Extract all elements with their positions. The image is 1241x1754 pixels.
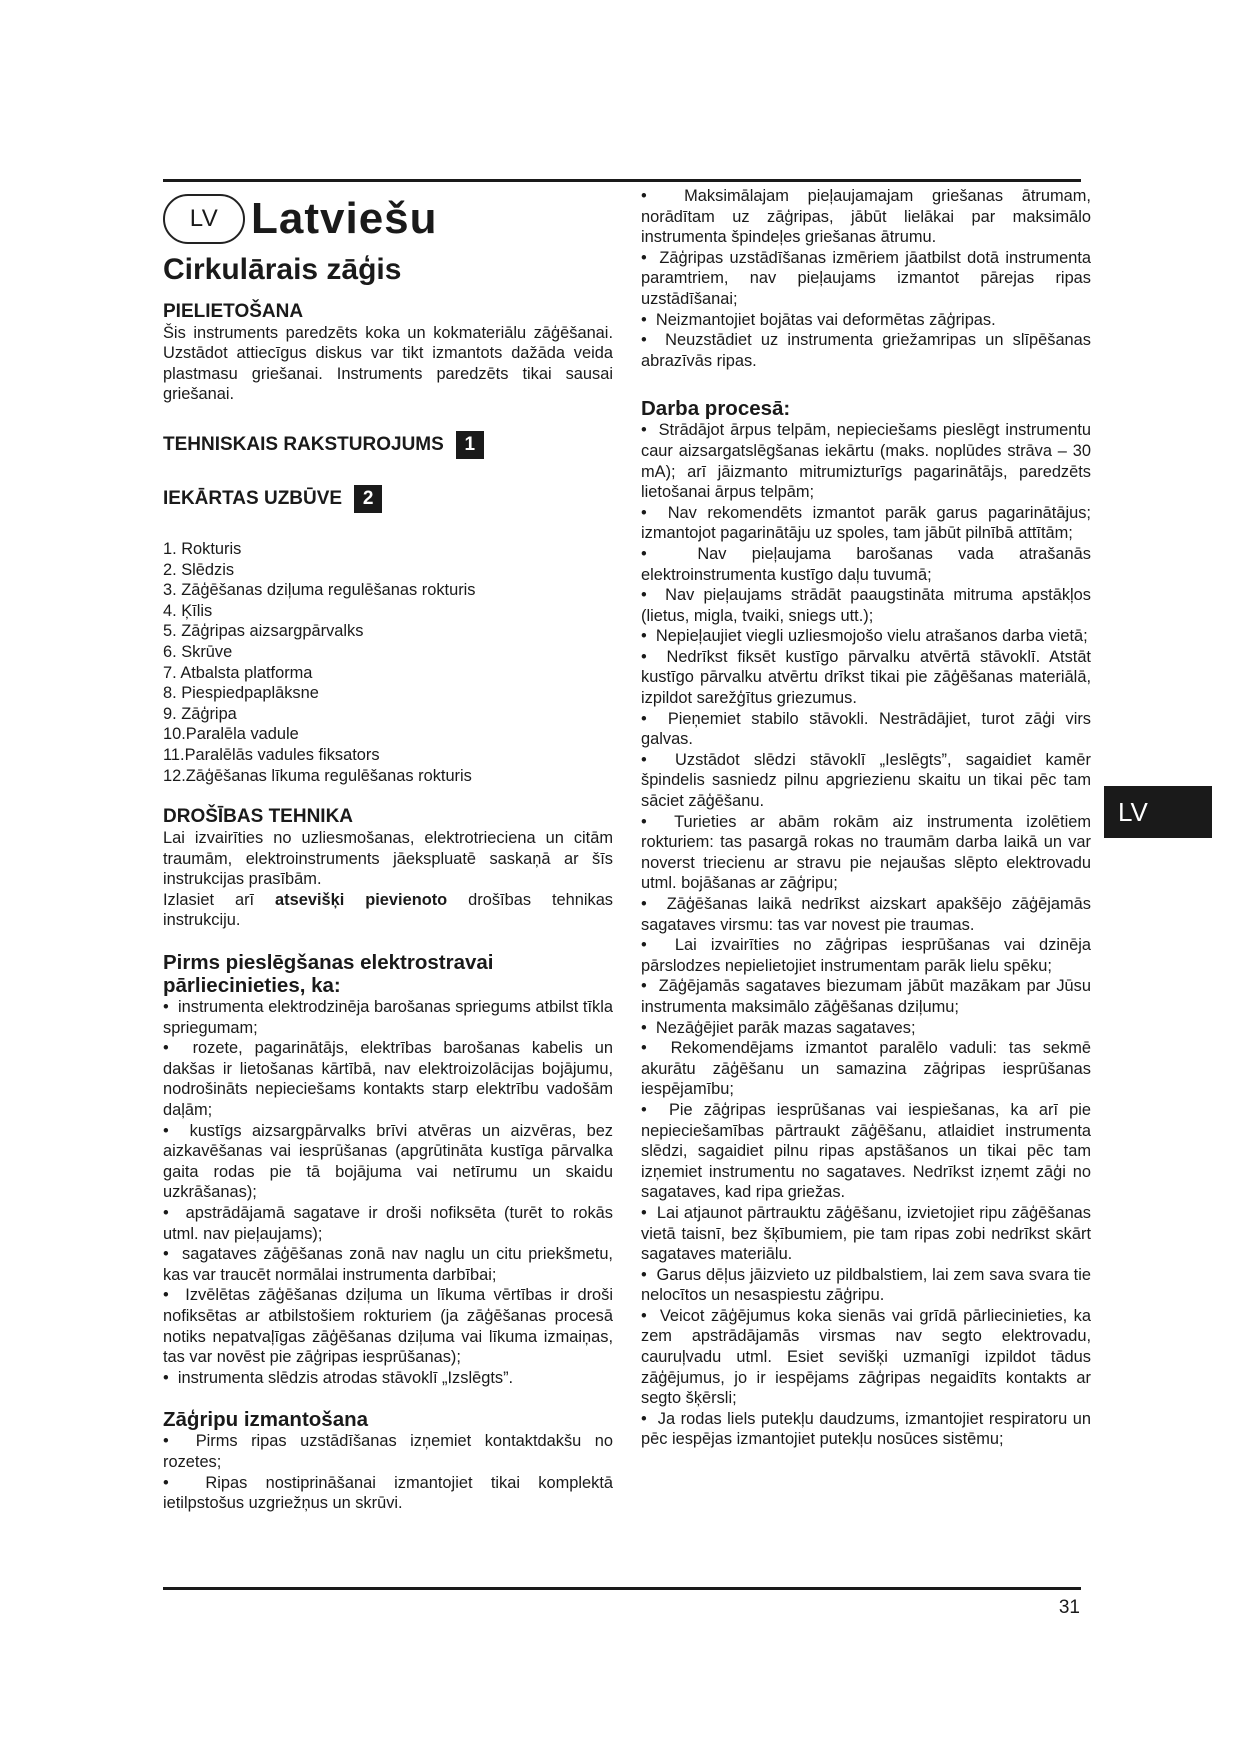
design-figure-ref: 2 [354,485,382,513]
operation-item: • Lai izvairīties no zāģripas iesprūšanas vai dzinēja pārslodzes nepielietojiet instrumentam parāk lielu spēku; [641,935,1091,976]
before-connect-item: • rozete, pagarinātājs, elektrības barošanas kabelis un dakšas ir lietošanas kārtībā, nav elektroizolācijas bojājumu, nodrošināts nepieciešams kontakts starp elektrību vadošām daļām; [163,1038,613,1120]
operation-item: • Nedrīkst fiksēt kustīgo pārvalku atvērtā stāvoklī. Atstāt kustīgo pārvalku atvērtu drīkst tikai pie zāģēšanas materiālā, izpildot sarežģītus griezumus. [641,647,1091,709]
design-heading [163,485,613,513]
before-connect-item: • apstrādājamā sagatave ir droši nofiksēta (turēt to rokās utml. nav pieļaujams); [163,1203,613,1244]
bottom-rule [163,1587,1081,1590]
design-heading-text: IEKĀRTAS UZBŪVE [163,487,343,509]
operation-item: • Nav pieļaujams strādāt paaugstināta mitruma apstākļos (lietus, migla, tvaiki, sniegs utt.); [641,585,1091,626]
before-connect-item: • Izvēlētas zāģēšanas dziļuma un līkuma vērtības ir droši nofiksētas ar atbilstošiem rokturiem (ja zāģēšanas procesā notiks nepatvaļīgas zāģēšanas dziļuma vai līkuma izmaiņas, tas var novēst pie zāģripas iesprūšanas); [163,1285,613,1367]
operation-item: • Rekomendējams izmantot paralēlo vaduli: tas sekmē akurātu zāģēšanu un samazina zāģripas iesprūšanas iespējamību; [641,1038,1091,1100]
usage-heading: PIELIETOŠANA [163,300,304,322]
operation-item: • Pie zāģripas iesprūšanas vai iespiešanas, ka arī pie nepieciešamības pārtraukt zāģēšanu, atlaidiet instrumenta slēdzi, sagaidiet pilnu ripas apstāšanos un tikai pēc tam izņemiet instrumentu no sagataves. Nedrīkst izņemt zāģi no sagataves, kad ripa griežas. [641,1100,1091,1203]
parts-list-item: 6. Skrūve [163,642,233,661]
blade-use-item: • Neizmantojiet bojātas vai deformētas zāģripas. [641,310,1091,331]
language-title: Latviešu [251,193,438,243]
operation-heading: Darba procesā: [641,397,791,421]
safety-note-post: drošības tehnikas instrukciju. [163,890,613,930]
safety-note [163,890,613,931]
safety-note-bold: atsevišķi pievienoto [275,890,448,909]
operation-item: • Strādājot ārpus telpām, nepieciešams pieslēgt instrumentu caur aizsargatslēgšanas iekārtu (maks. noplūdes strāva – 30 mA); arī jāizmanto mitrumizturīgs pagarinātājs, paredzēts lietošanai ārpus telpām; [641,420,1091,502]
specs-figure-ref: 1 [456,431,484,459]
safety-note-pre: Izlasiet arī [163,890,276,909]
blade-use-item: • Neuzstādiet uz instrumenta griežamripas un slīpēšanas abrazīvās ripas. [641,330,1091,371]
before-connect-heading: Pirms pieslēgšanas elektrostravai pārliecinieties, ka: [163,951,494,998]
operation-item: • Veicot zāģējumus koka sienās vai grīdā pārliecinieties, ka zem apstrādājamās virsmas nav segto elektrovadu, cauruļvadu utml. Esiet sevišķi uzmanīgi izpildot tādus zāģējumus, jo ir iespējams zāģripas negaidīts kontakts ar segto šķērsli; [641,1306,1091,1409]
blade-use-item: • Zāģripas uzstādīšanas izmēriem jāatbilst dotā instrumenta paramtriem, nav pieļaujams izmantot pārejas ripas uzstādīšanai; [641,248,1091,310]
blade-use-heading: Zāģripu izmantošana [163,1408,369,1432]
blade-use-list-continued [641,186,1091,371]
before-connect-list [163,997,613,1388]
operation-item: • Turieties ar abām rokām aiz instrumenta izolētiem rokturiem: tas pasargā rokas no traumām darba laikā un var noverst triecienu ar stravu pie nejaušas slēpto elektrovadu utml. bojāšanas ar zāģripu; [641,812,1091,894]
operation-item: • Uzstādot slēdzi stāvoklī „Ieslēgts”, sagaidiet kamēr špindelis sasniedz pilnu apgriezienu skaitu un tikai pēc tam sāciet zāģēšanu. [641,750,1091,812]
parts-list-item: 4. Ķīlis [163,601,213,620]
blade-use-item: • Ripas nostiprināšanai izmantojiet tikai komplektā ietilpstošus uzgriežņus un skrūvi. [163,1473,613,1514]
parts-list-item: 8. Piespiedpaplāksne [163,684,319,703]
before-connect-item: • sagataves zāģēšanas zonā nav naglu un citu priekšmetu, kas var traucēt normālai instrumenta darbībai; [163,1244,613,1285]
parts-list-item: 11.Paralēlās vadules fiksators [163,745,380,764]
blade-use-item: • Maksimālajam pieļaujamajam griešanas ātrumam, norādītam uz zāģripas, jābūt lielākai par maksimālo instrumenta špindeļes griešanas ātrumu. [641,186,1091,248]
operation-item: • Nezāģējiet parāk mazas sagataves; [641,1018,1091,1039]
right-column [641,186,1091,1450]
operation-list [641,420,1091,1450]
operation-item: • Zāģējamās sagataves biezumam jābūt mazākam par Jūsu instrumenta maksimālo zāģēšanas dziļumu; [641,976,1091,1017]
safety-heading: DROŠĪBAS TEHNIKA [163,806,354,828]
parts-list-item: 2. Slēdzis [163,560,235,579]
parts-list-item: 7. Atbalsta platforma [163,663,313,682]
parts-list-item: 12.Zāģēšanas līkuma regulēšanas rokturis [163,766,472,785]
page-number: 31 [1058,1597,1080,1618]
language-header [163,190,613,248]
parts-list-item: 1. Rokturis [163,539,242,558]
operation-item: • Ja rodas liels putekļu daudzums, izmantojiet respiratoru un pēc iespējas izmantojiet putekļu nosūces sistēmu; [641,1409,1091,1450]
safety-text: Lai izvairīties no uzliesmošanas, elektrotrieciena un citām traumām, elektroinstruments jāekspluatē saskaņā ar šīs instrukcijas prasībām. [163,829,613,889]
operation-item: • Garus dēļus jāizvieto uz pildbalstiem, lai zem sava svara tie nelocītos un nesaspiestu zāģripu. [641,1265,1091,1306]
operation-item: • Nav pieļaujama barošanas vada atrašanās elektroinstrumenta kustīgo daļu tuvumā; [641,544,1091,585]
operation-item: • Lai atjaunot pārtrauktu zāģēšanu, izvietojiet ripu zāģēšanas vietā taisnī, bez šķībumiem, pie tam ripas zobi nedrīkst skārt sagataves materiālu. [641,1203,1091,1265]
specs-heading-text: TEHNISKAIS RAKSTUROJUMS [163,433,444,455]
operation-item: • Nav rekomendēts izmantot parāk garus pagarinātājus; izmantojot pagarinātāju uz spoles, tam jābūt pilnībā attītām; [641,503,1091,544]
operation-item: • Zāģēšanas laikā nedrīkst aizskart apakšējo zāģējamās sagataves virsmu: tas var novest pie traumas. [641,894,1091,935]
before-connect-item: • instrumenta elektrodzinēja barošanas spriegums atbilst tīkla spriegumam; [163,997,613,1038]
left-column [163,186,613,1514]
usage-text: Šis instruments paredzēts koka un kokmateriālu zāģēšanai. Uzstādot attiecīgus diskus var tikt izmantots dažāda veida plastmasu griešanai. Instruments paredzēts tikai sausai griešanai. [163,323,613,404]
operation-item: • Pieņemiet stabilo stāvokli. Nestrādājiet, turot zāģi virs galvas. [641,709,1091,750]
blade-use-item: • Pirms ripas uzstādīšanas izņemiet kontaktdakšu no rozetes; [163,1431,613,1472]
before-connect-item: • kustīgs aizsargpārvalks brīvi atvēras un aizvēras, bez aizkavēšanas vai iesprūšanas (apgrūtināta kustīga pārvalka gaita rodas pie tā bojājuma vai netīrumu un skaidu uzkrāšanas); [163,1121,613,1203]
parts-list [163,539,613,786]
parts-list-item: 5. Zāģripas aizsargpārvalks [163,622,364,641]
language-badge: LV [163,194,245,244]
product-title: Cirkulārais zāģis [163,253,402,286]
top-rule [163,179,1081,182]
parts-list-item: 9. Zāģripa [163,704,237,723]
operation-item: • Nepieļaujiet viegli uzliesmojošo vielu atrašanos darba vietā; [641,626,1091,647]
language-side-tab: LV [1104,786,1212,838]
before-connect-item: • instrumenta slēdzis atrodas stāvoklī „Izslēgts”. [163,1368,613,1389]
specs-heading [163,431,613,459]
blade-use-list [163,1431,613,1513]
parts-list-item: 3. Zāģēšanas dziļuma regulēšanas rokturis [163,581,476,600]
parts-list-item: 10.Paralēla vadule [163,725,299,744]
